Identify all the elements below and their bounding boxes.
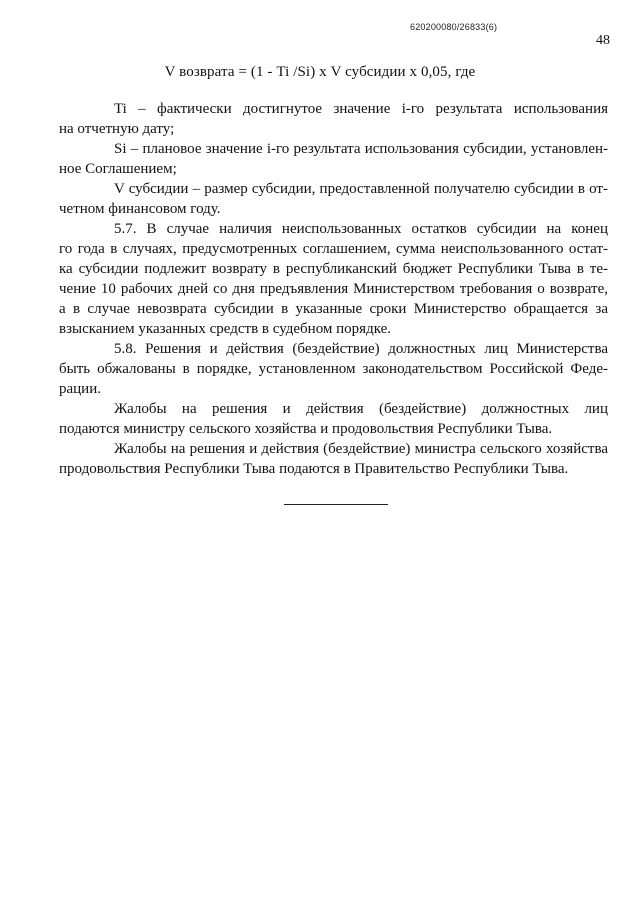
paragraph-ti-definition <box>59 99 608 139</box>
paragraph-5-8 <box>59 339 608 399</box>
paragraph-complaints-officials <box>59 399 608 439</box>
text-line: Ti – фактически достигнутое значение i-го результата использования <box>114 101 608 117</box>
text-line: быть обжалованы в порядке, установленном законодательством Российской Феде- <box>59 361 608 377</box>
closing-divider <box>284 504 388 505</box>
text-line: ное Соглашением; <box>59 161 177 177</box>
text-line: взысканием указанных средств в судебном порядке. <box>59 321 392 337</box>
text-line: 5.8. Решения и действия (бездействие) должностных лиц Министерства <box>114 341 608 357</box>
text-line: продовольствия Республики Тыва подаются в Правительство Республики Тыва. <box>59 461 569 477</box>
paragraph-si-definition <box>59 139 608 179</box>
text-line: Жалобы на решения и действия (бездействие) должностных лиц <box>114 401 608 417</box>
text-line: ка субсидии подлежит возврату в республиканский бюджет Республики Тыва в те- <box>59 261 608 277</box>
text-line: на отчетную дату; <box>59 121 175 137</box>
text-line: го года в случаях, предусмотренных соглашением, сумма неиспользованного остат- <box>59 241 608 257</box>
paragraph-v-definition <box>59 179 608 219</box>
document-body <box>59 99 608 479</box>
paragraph-5-7 <box>59 219 608 339</box>
document-id: 620200080/26833(6) <box>410 22 498 32</box>
text-line: 5.7. В случае наличия неиспользованных остатков субсидии на конец <box>114 221 608 237</box>
text-line: V субсидии – размер субсидии, предоставленной получателю субсидии в от- <box>114 181 608 197</box>
text-line: четном финансовом году. <box>59 201 221 217</box>
paragraph-complaints-minister <box>59 439 608 479</box>
text-line: подаются министру сельского хозяйства и продовольствия Республики Тыва. <box>59 421 553 437</box>
text-line: а в случае невозврата субсидии в указанные сроки Министерство обращается за <box>59 301 608 317</box>
page-number: 48 <box>596 33 610 48</box>
text-line: Жалобы на решения и действия (бездействие) министра сельского хозяйства <box>114 441 608 457</box>
text-line: Si – плановое значение i-го результата использования субсидии, установлен- <box>114 141 608 157</box>
text-line: чение 10 рабочих дней со дня предъявления Министерством требования о возврате, <box>59 281 608 297</box>
text-line: рации. <box>59 381 101 397</box>
return-formula: V возврата = (1 - Ti /Si) х V субсидии х 0,05, где <box>164 64 476 80</box>
